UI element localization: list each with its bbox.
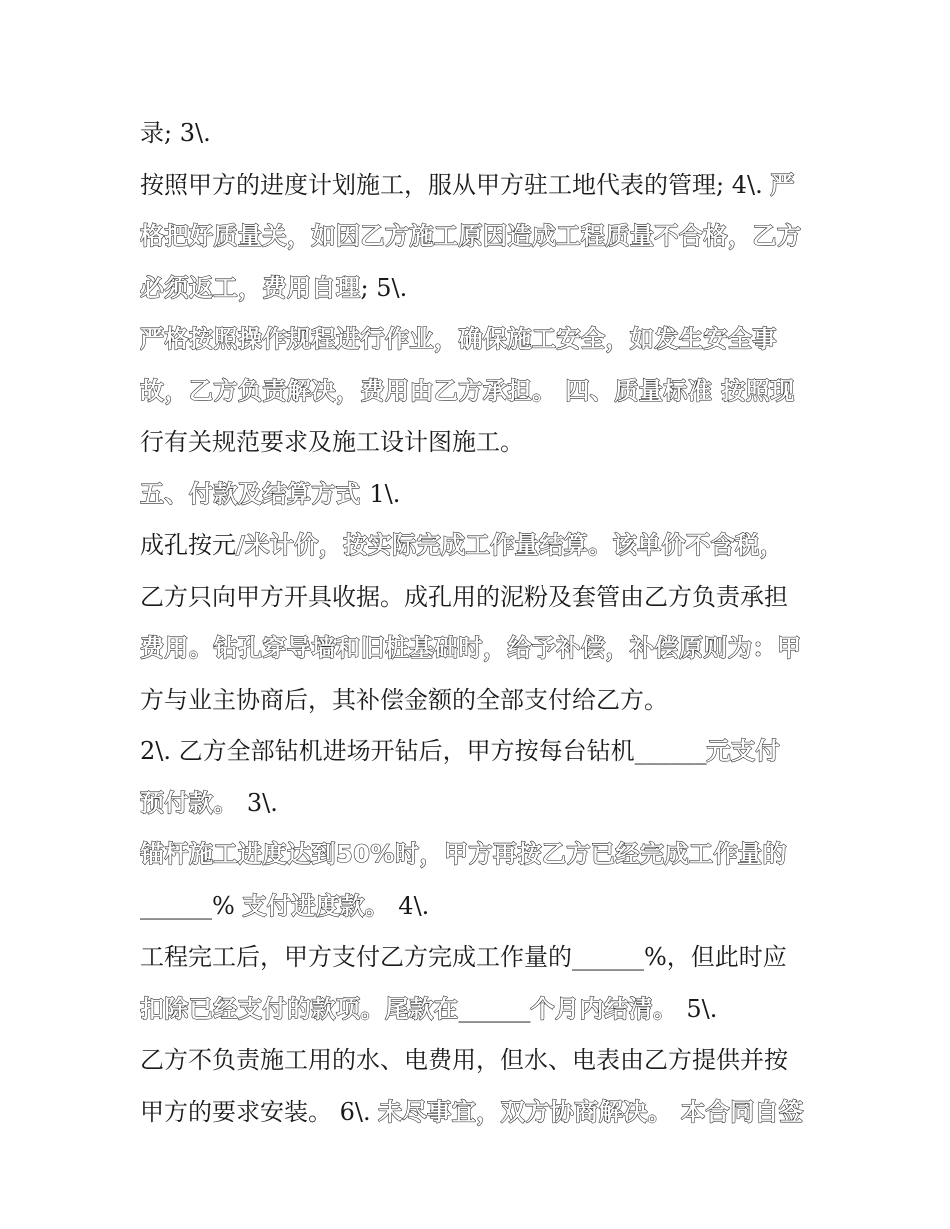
text-line bbox=[140, 572, 830, 624]
outlined-text-segment: /米计价，按实际完成工作量结算。该单价不含税， bbox=[236, 531, 785, 559]
text-segment: 5\. bbox=[686, 994, 718, 1023]
text-segment: 3\. bbox=[246, 788, 278, 817]
text-segment: 录; 3\. bbox=[140, 119, 211, 147]
outlined-text-segment: 扣除已经支付的款项。尾款在 bbox=[140, 994, 459, 1023]
text-segment: 乙方只向甲方开具收据。成孔用的泥粉及套管由乙方负责承担 bbox=[140, 582, 788, 611]
text-line bbox=[140, 160, 830, 212]
outlined-text-segment: 个月内结清。 bbox=[530, 994, 687, 1023]
text-segment: 4\. bbox=[398, 891, 430, 920]
text-segment: ______ bbox=[458, 994, 531, 1023]
text-line bbox=[140, 520, 830, 572]
outlined-text-segment: 五、付款及结算方式 bbox=[140, 479, 370, 508]
text-segment: 按照甲方的进度计划施工，服从甲方驻工地代表的管理; 4\. bbox=[140, 170, 771, 199]
text-line bbox=[140, 314, 830, 366]
text-line bbox=[140, 366, 830, 418]
text-line bbox=[140, 881, 830, 933]
text-segment: 乙方不负责施工用的水、电费用，但水、电表由乙方提供并按 bbox=[140, 1046, 788, 1074]
contract-body-text bbox=[140, 108, 830, 1138]
text-line bbox=[140, 108, 830, 160]
outlined-text-segment: 故，乙方负责解决，费用由乙方承担。 四、质量标准 按照现 bbox=[140, 376, 795, 405]
outlined-text-segment: 未尽事宜，双方协商解决。 本合同自签 bbox=[378, 1097, 804, 1126]
outlined-text-segment: 锚杆施工进度达到50%时，甲方再按乙方已经完成工作量的 bbox=[140, 840, 787, 868]
text-segment: 甲方的要求安装。 6\. bbox=[140, 1097, 379, 1126]
text-segment: ; 5\. bbox=[360, 273, 408, 302]
outlined-text-segment: 支付进度款。 bbox=[242, 891, 399, 920]
text-segment: ______% bbox=[140, 891, 243, 920]
text-line bbox=[140, 778, 830, 830]
text-line bbox=[140, 1087, 830, 1139]
text-segment: 2\. 乙方全部钻机进场开钻后，甲方按每台钻机______ bbox=[140, 737, 707, 765]
text-segment: 方与业主协商后，其补偿金额的全部支付给乙方。 bbox=[140, 685, 668, 714]
outlined-text-segment: 必须返工，费用自理 bbox=[140, 273, 361, 302]
text-line bbox=[140, 469, 830, 521]
text-segment: 成孔按元 bbox=[140, 531, 236, 559]
outlined-text-segment: 费用。钻孔穿导墙和旧桩基础时，给予补偿，补偿原则为：甲 bbox=[140, 634, 802, 662]
outlined-text-segment: 严 bbox=[770, 170, 795, 199]
outlined-text-segment: 严格按照操作规程进行作业，确保施工安全，如发生安全事 bbox=[140, 325, 777, 353]
outlined-text-segment: 格把好质量关，如因乙方施工原因造成工程质量不合格，乙方 bbox=[140, 222, 802, 250]
outlined-text-segment: 元支付 bbox=[706, 737, 781, 765]
text-segment: 1\. bbox=[369, 479, 401, 508]
text-line bbox=[140, 263, 830, 315]
outlined-text-segment: 预付款。 bbox=[140, 788, 247, 817]
text-segment: 行有关规范要求及施工设计图施工。 bbox=[140, 428, 524, 456]
text-line bbox=[140, 417, 830, 469]
text-line bbox=[140, 984, 830, 1036]
text-line bbox=[140, 726, 830, 778]
text-line bbox=[140, 211, 830, 263]
text-line bbox=[140, 675, 830, 727]
text-line bbox=[140, 932, 830, 984]
text-line bbox=[140, 1035, 830, 1087]
text-segment: 工程完工后，甲方支付乙方完成工作量的______%，但此时应 bbox=[140, 943, 787, 971]
text-line bbox=[140, 623, 830, 675]
text-line bbox=[140, 829, 830, 881]
